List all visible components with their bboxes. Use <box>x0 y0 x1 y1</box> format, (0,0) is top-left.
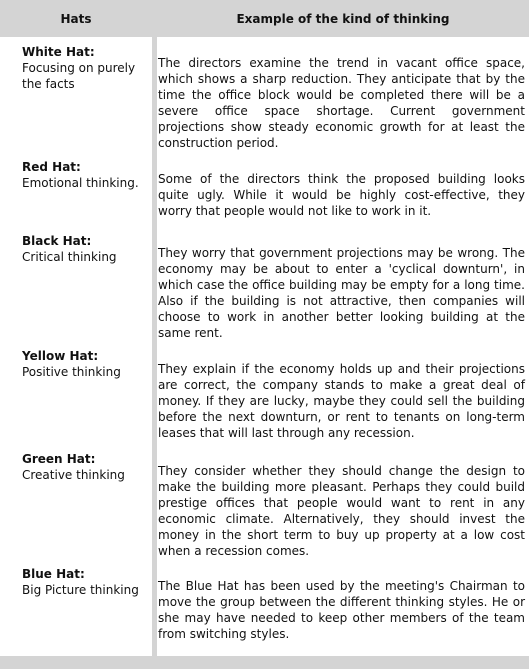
hat-name: White Hat: <box>22 45 95 59</box>
hat-cell <box>22 348 150 380</box>
hat-description: Positive thinking <box>22 365 121 379</box>
hat-description: Emotional thinking. <box>22 176 139 190</box>
hat-cell <box>22 233 150 265</box>
hat-cell <box>22 566 150 598</box>
hat-description: Critical thinking <box>22 250 117 264</box>
hat-name: Yellow Hat: <box>22 349 99 363</box>
example-text: They consider whether they should change the design to make the building more pleasant. Perhaps they could build prestige offices that people would want to rent in any economic climate. Alternatively, they should invest the money in the short term to buy up property at a low cost when a recession comes. <box>158 464 525 558</box>
hat-name: Blue Hat: <box>22 567 85 581</box>
footer-cell-left <box>0 656 152 669</box>
hat-name: Green Hat: <box>22 452 96 466</box>
hat-description: Focusing on purely the facts <box>22 61 136 91</box>
table-header <box>0 0 529 37</box>
example-text: They explain if the economy holds up and their projections are correct, the company stands to make a great deal of money. If they are lucky, maybe they could sell the building before the next downturn, or rent to tenants on long-term leases that will last through any recession. <box>158 362 525 440</box>
column-divider <box>152 0 157 669</box>
example-text: The directors examine the trend in vacant office space, which shows a sharp reduction. They anticipate that by the time the office block would be completed there will be a severe office space shortage. Current government projections show steady economic growth for at least the construction period. <box>158 56 525 150</box>
hat-cell <box>22 44 150 92</box>
example-text: The Blue Hat has been used by the meeting's Chairman to move the group between the different thinking styles. He or she may have needed to keep other members of the team from switching styles. <box>158 579 525 641</box>
hat-description: Big Picture thinking <box>22 583 139 597</box>
hat-cell <box>22 159 150 191</box>
hat-name: Red Hat: <box>22 160 81 174</box>
example-text: Some of the directors think the proposed building looks quite ugly. While it would be highly cost-effective, they worry that people would not like to work in it. <box>158 172 525 218</box>
hat-cell <box>22 451 150 483</box>
table-footer <box>0 656 529 669</box>
footer-cell-right <box>157 656 529 669</box>
header-hats: Hats <box>0 0 152 37</box>
hat-name: Black Hat: <box>22 234 92 248</box>
header-example: Example of the kind of thinking <box>157 0 529 37</box>
example-text: They worry that government projections may be wrong. The economy may be about to enter a 'cyclical downturn', in which case the office building may be empty for a long time. Also if the building is not attractive, then companies will choose to work in another better looking building at the same rent. <box>158 246 525 340</box>
hat-description: Creative thinking <box>22 468 125 482</box>
